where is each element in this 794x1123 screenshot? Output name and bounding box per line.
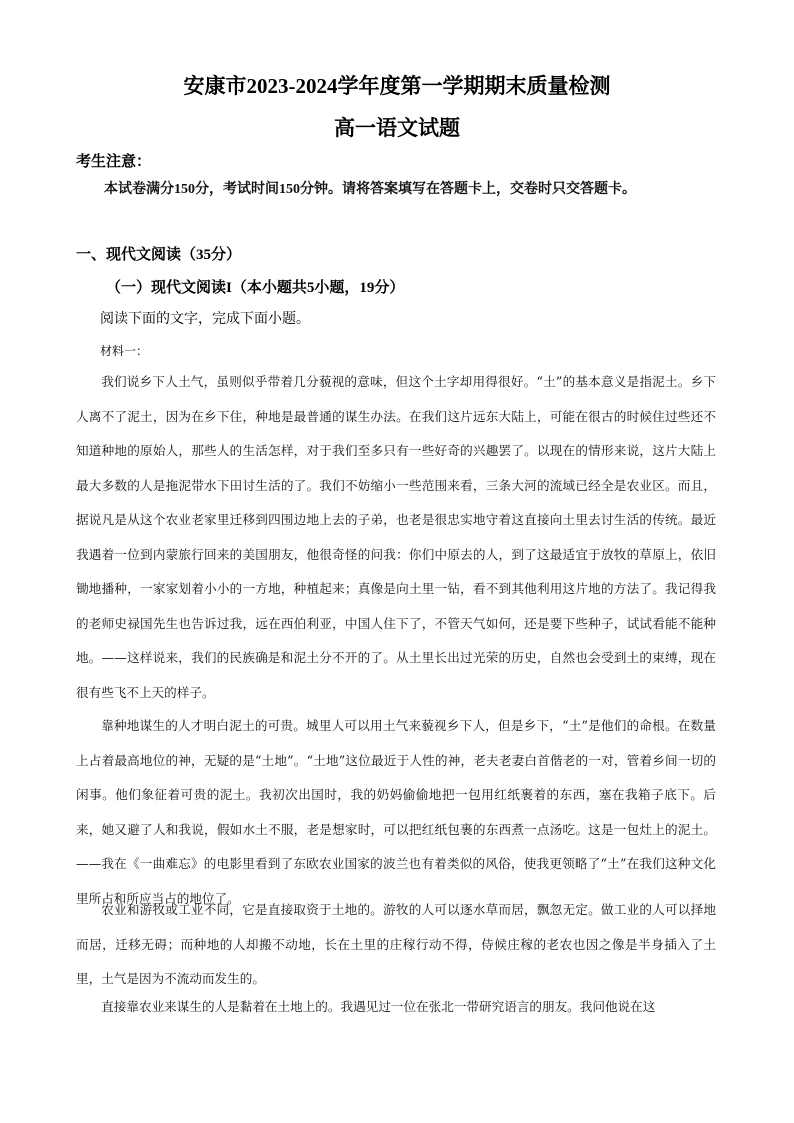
reading-instruction: 阅读下面的文字，完成下面小题。	[100, 311, 310, 327]
section-heading: 一、现代文阅读（35分）	[76, 247, 242, 263]
exam-subtitle: 高一语文试题	[334, 116, 460, 140]
notice-label: 考生注意：	[76, 154, 152, 170]
notice-text: 本试卷满分150分，考试时间150分钟。请将答案填写在答题卡上，交卷时只交答题卡。	[104, 182, 636, 197]
section-subheading: （一）现代文阅读I（本小题共5小题，19分）	[106, 280, 405, 296]
paragraph-1: 我们说乡下人土气，虽则似乎带着几分藐视的意味，但这个土字却用得很好。“土”的基本意义是指泥土。乡下人离不了泥土，因为在乡下住，种地是最普通的谋生办法。在我们这片远东大陆上，可能在很古的时候住过些还不知道种地的原始人，那些人的生活怎样，对于我们至多只有一些好奇的兴趣罢了。以现在的情形来说，这片大陆上最大多数的人是拖泥带水下田讨生活的了。我们不妨缩小一些范围来看，三条大河的流域已经全是农业区。而且，据说凡是从这个农业老家里迁移到四围边地上去的子弟，也老是很忠实地守着这直接向土里去讨生活的传统。最近我遇着一位到内蒙旅行回来的美国朋友，他很奇怪的问我：你们中原去的人，到了这最适宜于放牧的草原上，依旧锄地播种，一家家划着小小的一方地，种植起来；真像是向土里一钻，看不到其他利用这片地的方法了。我记得我的老师史禄国先生也告诉过我，远在西伯利亚，中国人住下了，不管天气如何，还是要下些种子，试试看能不能种地。——这样说来，我们的民族确是和泥土分不开的了。从土里长出过光荣的历史，自然也会受到土的束缚，现在很有些飞不上天的样子。	[76, 374, 716, 700]
paragraph-3: 农业和游牧或工业不同，它是直接取资于土地的。游牧的人可以逐水草而居，飘忽无定。做工业的人可以择地而居，迁移无碍；而种地的人却搬不动地，长在土里的庄稼行动不得，侍候庄稼的老农也因之像是半身插入了土里，土气是因为不流动而发生的。	[76, 902, 716, 986]
material-label: 材料一：	[100, 344, 149, 358]
exam-title: 安康市2023-2024学年度第一学期期末质量检测	[183, 74, 611, 98]
paragraph-2: 靠种地谋生的人才明白泥土的可贵。城里人可以用土气来藐视乡下人，但是乡下，“土”是他们的命根。在数量上占着最高地位的神，无疑的是“土地”。“土地”这位最近于人性的神，老夫老妻白首偕老的一对，管着乡间一切的闲事。他们象征着可贵的泥土。我初次出国时，我的奶妈偷偷地把一包用红纸裹着的东西，塞在我箱子底下。后来，她又避了人和我说，假如水土不服，老是想家时，可以把红纸包裹的东西煮一点汤吃。这是一包灶上的泥土。——我在《一曲难忘》的电影里看到了东欧农业国家的波兰也有着类似的风俗，使我更领略了“土”在我们这种文化里所占和所应当占的地位了。	[76, 718, 716, 906]
paragraph-4: 直接靠农业来谋生的人是黏着在土地上的。我遇见过一位在张北一带研究语言的朋友。我问他说在这	[101, 999, 656, 1014]
